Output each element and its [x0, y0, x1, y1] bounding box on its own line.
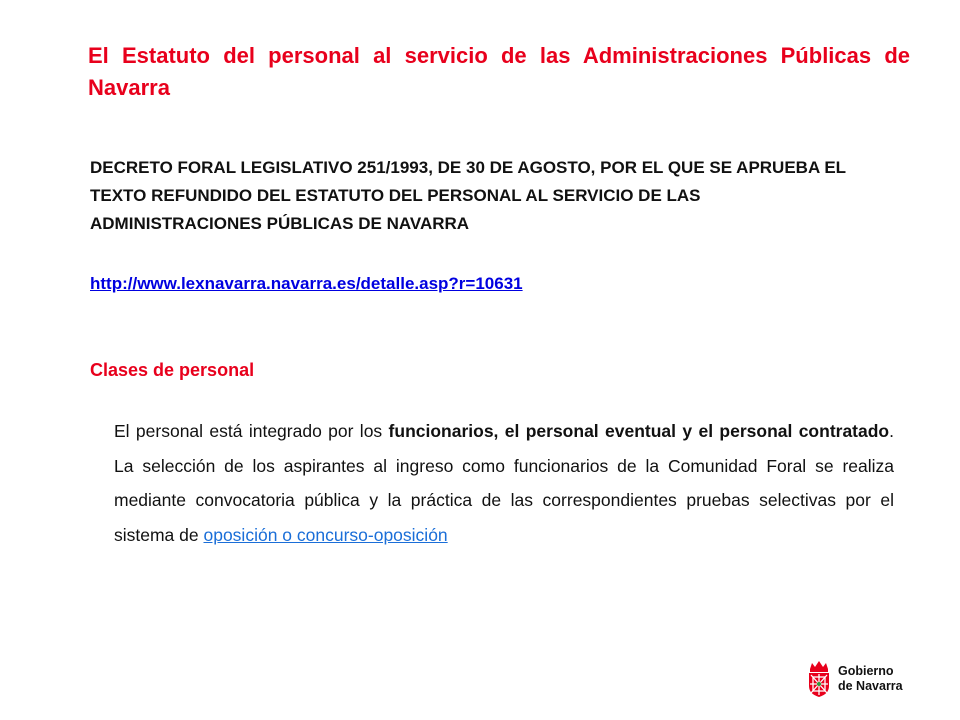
logo-line-2: de Navarra: [838, 679, 903, 693]
logo-line-1: Gobierno: [838, 664, 894, 678]
section-heading: Clases de personal: [90, 360, 255, 380]
paragraph-bold-text: funcionarios, el personal eventual y el personal contratado: [388, 421, 890, 441]
gobierno-navarra-logo: [806, 660, 903, 698]
decree-heading: DECRETO FORAL LEGISLATIVO 251/1993, DE 30 DE AGOSTO, POR EL QUE SE APRUEBA EL TEXTO REFUNDIDO DEL ESTATUTO DEL PERSONAL AL SERVICIO DE LAS ADMINISTRACIONES PÚBLICAS DE NAVARRA: [90, 158, 846, 233]
paragraph-text-2: . La selección de los aspirantes al ingreso como funcionarios de la Comunidad Foral se realiza mediante convocatoria pública y la práctica de las correspondientes pruebas selectivas por el sistema de: [114, 421, 894, 545]
page-title: El Estatuto del personal al servicio de las Administraciones Públicas de Navarra: [88, 43, 910, 100]
oposicion-link[interactable]: oposición o concurso-oposición: [203, 524, 448, 545]
paragraph-text-1: El personal está integrado por los: [114, 421, 389, 441]
lexnavarra-link[interactable]: http://www.lexnavarra.navarra.es/detalle.asp?r=10631: [90, 274, 523, 293]
navarra-coat-of-arms-icon: [806, 660, 832, 698]
personal-paragraph: [114, 414, 894, 552]
